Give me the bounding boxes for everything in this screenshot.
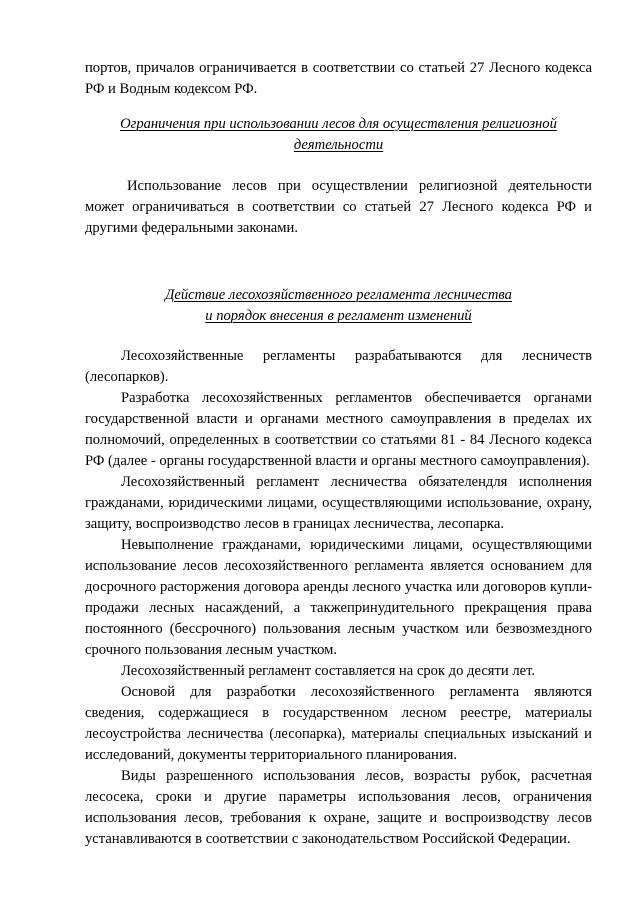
heading-line: и порядок внесения в регламент изменений bbox=[205, 308, 472, 324]
body-paragraph: Лесохозяйственные регламенты разрабатываются для лесничеств (лесопарков). bbox=[85, 348, 592, 385]
continuation-paragraph: портов, причалов ограничивается в соответствии со статьей 27 Лесного кодекса РФ и Водным кодексом РФ. bbox=[85, 60, 592, 97]
body-paragraph: Виды разрешенного использования лесов, возрасты рубок, расчетная лесосека, сроки и другие параметры использования лесов, ограничения использования лесов, требования к охране, защите и воспроизводству лесов устанавливаются в соответствии с законодательством Российской Федерации. bbox=[85, 768, 592, 847]
body-paragraph: Невыполнение гражданами, юридическими лицами, осуществляющими использование лесов лесохозяйственного регламента является основанием для досрочного расторжения договора аренды лесного участка или договоров купли-продажи лесных насаждений, а такжепринудительного прекращения права постоянного (бессрочного) пользования лесным участком или безвозмездного срочного пользования лесным участком. bbox=[85, 537, 592, 658]
body-paragraph: Лесохозяйственный регламент лесничества обязателендля исполнения гражданами, юридическими лицами, осуществляющими использование, охрану, защиту, воспроизводство лесов в границах лесничества, лесопарка. bbox=[85, 474, 592, 532]
heading-line: Ограничения при использовании лесов для осуществления религиозной bbox=[120, 116, 557, 132]
section-heading-forestry-regulation bbox=[85, 285, 592, 327]
religious-activity-paragraph: Использование лесов при осуществлении религиозной деятельности может ограничиваться в соответствии со статьей 27 Лесного кодекса РФ и другими федеральными законами. bbox=[85, 178, 592, 236]
body-paragraph: Лесохозяйственный регламент составляется на срок до десяти лет. bbox=[121, 663, 536, 679]
heading-line: Действие лесохозяйственного регламента лесничества bbox=[165, 287, 512, 303]
document-page bbox=[85, 58, 592, 850]
body-paragraph: Разработка лесохозяйственных регламентов обеспечивается органами государственной власти и органами местного самоуправления в пределах их полномочий, определенных в соответствии со статьями 81 - 84 Лесного кодекса РФ (далее - органы государственной власти и органы местного самоуправления). bbox=[85, 390, 592, 469]
heading-line: деятельности bbox=[293, 137, 384, 153]
section-heading-religious-activity bbox=[85, 114, 592, 156]
body-paragraph: Основой для разработки лесохозяйственного регламента являются сведения, содержащиеся в государственном лесном реестре, материалы лесоустройства лесничества (лесопарка), материалы специальных изысканий и исследований, документы территориального планирования. bbox=[85, 684, 592, 763]
